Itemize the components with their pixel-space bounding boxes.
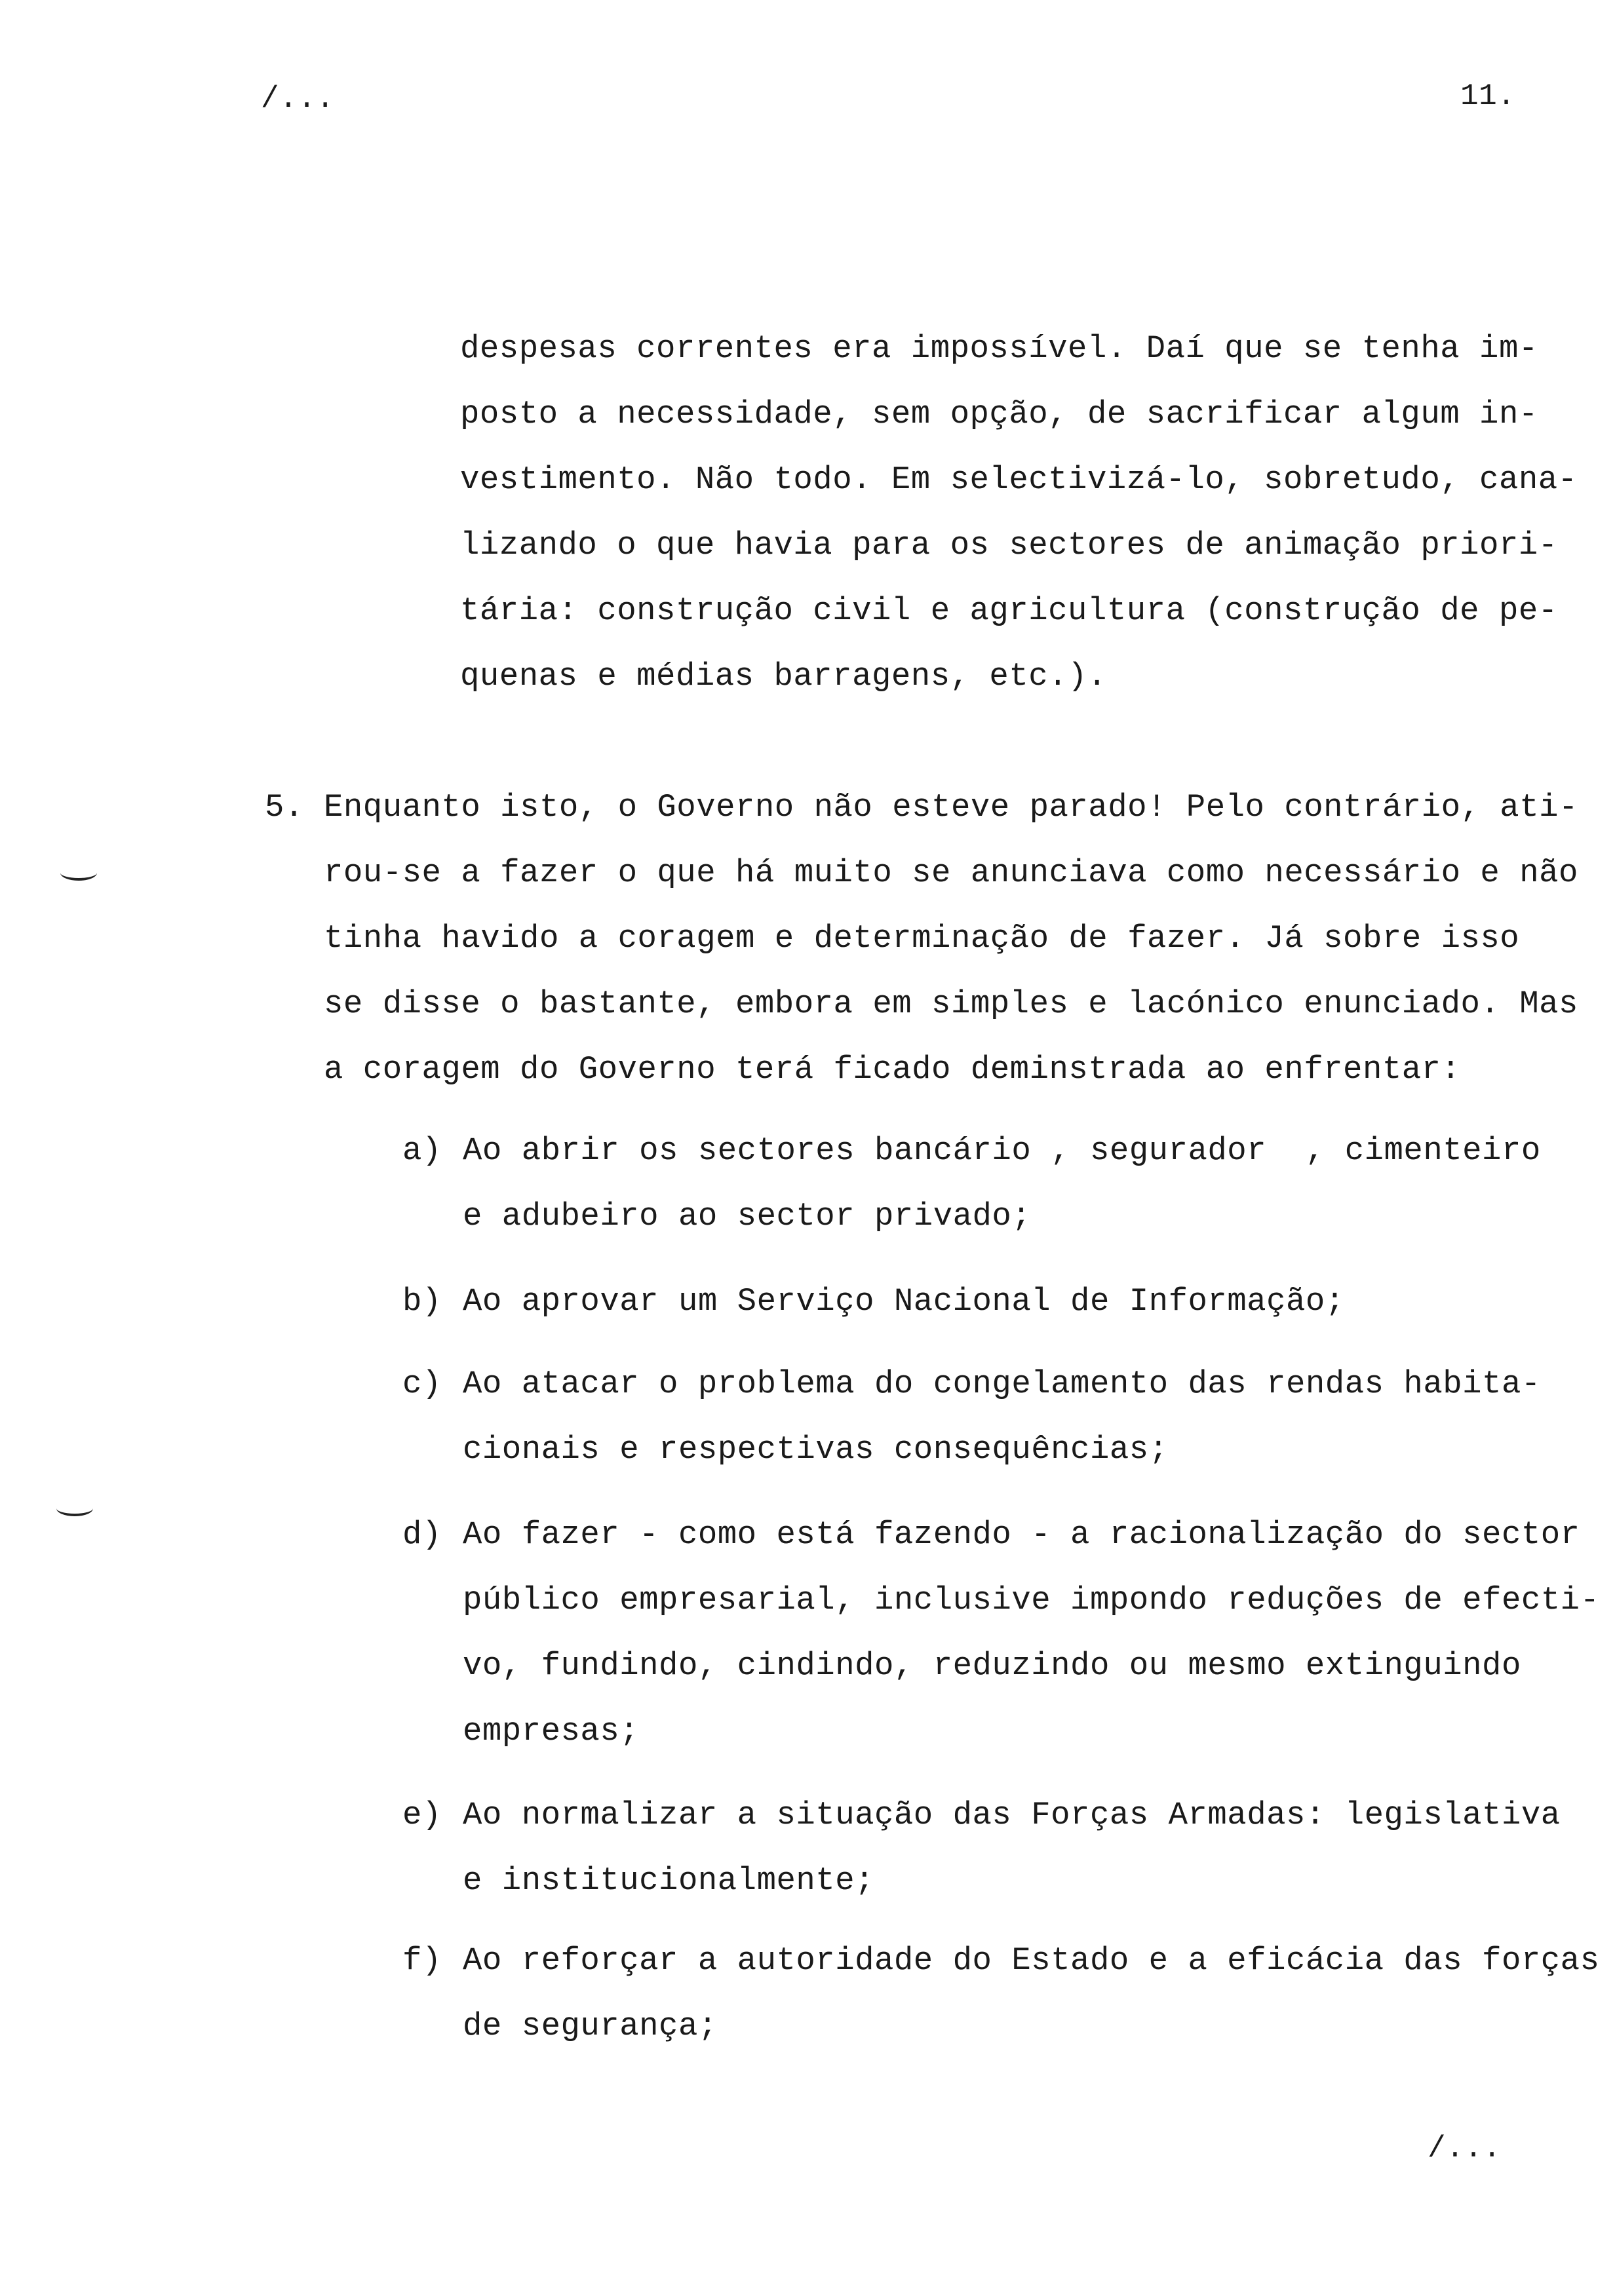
- item-line: e adubeiro ao sector privado;: [463, 1198, 1032, 1234]
- item-line: Ao abrir os sectores bancário , segurador , cimenteiro: [463, 1132, 1541, 1169]
- section-line: tinha havido a coragem e determinação de fazer. Já sobre isso: [324, 920, 1520, 957]
- item-label: d): [402, 1516, 442, 1553]
- intro-line: quenas e médias barragens, etc.).: [460, 658, 1107, 695]
- continuation-marker-top: /...: [261, 82, 335, 116]
- page-number: 11.: [1460, 79, 1516, 113]
- item-line: Ao fazer - como está fazendo - a racionalização do sector: [463, 1516, 1580, 1553]
- section-number: 5.: [265, 789, 304, 826]
- item-line: cionais e respectivas consequências;: [463, 1431, 1169, 1468]
- intro-line: lizando o que havia para os sectores de animação priori-: [460, 527, 1558, 564]
- section-line: a coragem do Governo terá ficado deminstrada ao enfrentar:: [324, 1051, 1461, 1088]
- intro-line: tária: construção civil e agricultura (construção de pe-: [460, 592, 1558, 629]
- margin-mark: [60, 865, 97, 881]
- item-label: c): [402, 1366, 442, 1402]
- item-line: vo, fundindo, cindindo, reduzindo ou mesmo extinguindo: [463, 1647, 1521, 1684]
- item-line: público empresarial, inclusive impondo reduções de efecti-: [463, 1582, 1600, 1618]
- section-line: rou-se a fazer o que há muito se anunciava como necessário e não: [324, 854, 1578, 891]
- item-line: Ao normalizar a situação das Forças Armadas: legislativa: [463, 1797, 1561, 1833]
- item-label: b): [402, 1283, 442, 1320]
- item-label: e): [402, 1797, 442, 1833]
- item-label: f): [402, 1942, 442, 1979]
- item-line: e institucionalmente;: [463, 1862, 875, 1899]
- item-line: Ao reforçar a autoridade do Estado e a eficácia das forças: [463, 1942, 1600, 1979]
- item-label: a): [402, 1132, 442, 1169]
- intro-line: despesas correntes era impossível. Daí que se tenha im-: [460, 330, 1538, 367]
- item-line: empresas;: [463, 1713, 640, 1750]
- section-line: Enquanto isto, o Governo não esteve parado! Pelo contrário, ati-: [324, 789, 1578, 826]
- intro-line: vestimento. Não todo. Em selectivizá-lo, sobretudo, cana-: [460, 461, 1578, 498]
- continuation-marker-bottom: /...: [1428, 2132, 1502, 2166]
- item-line: de segurança;: [463, 2008, 718, 2044]
- item-line: Ao atacar o problema do congelamento das rendas habita-: [463, 1366, 1541, 1402]
- margin-mark: [56, 1501, 93, 1516]
- intro-line: posto a necessidade, sem opção, de sacrificar algum in-: [460, 396, 1538, 432]
- section-line: se disse o bastante, embora em simples e lacónico enunciado. Mas: [324, 985, 1578, 1022]
- item-line: Ao aprovar um Serviço Nacional de Informação;: [463, 1283, 1345, 1320]
